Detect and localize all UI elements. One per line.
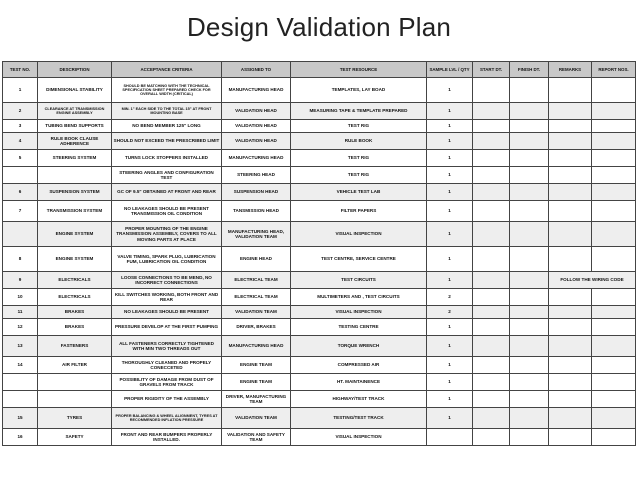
criteria-cell: ALL FASTENERS CORRECTLY TIGHTENED WITH MIN TWO THREADS OUT bbox=[112, 336, 222, 357]
table-row bbox=[3, 247, 636, 272]
table-row bbox=[3, 133, 636, 150]
criteria-cell: SHOULD NOT EXCEED THE PRESCRIBED LIMIT bbox=[112, 133, 222, 150]
criteria-cell: VALVE TIMING, SPARK PLUG, LUBRICATION FUM, LUBRICATION OIL CONDITION bbox=[112, 247, 222, 272]
table-row bbox=[3, 120, 636, 133]
qty-cell: 1 bbox=[427, 319, 473, 336]
criteria-cell: POSSIBILITY OF DAMAGE FROM DUST OF GRAVELS FROM TRACK bbox=[112, 374, 222, 391]
test-no-cell: 10 bbox=[3, 289, 38, 306]
finish-date-cell bbox=[510, 272, 549, 289]
finish-date-cell bbox=[510, 306, 549, 319]
start-date-cell bbox=[473, 408, 510, 429]
column-header-acceptance-criteria: ACCEPTANCE CRITERIA bbox=[112, 62, 222, 78]
assigned-cell: VALIDATION HEAD bbox=[222, 120, 291, 133]
remarks-cell bbox=[549, 247, 592, 272]
assigned-cell: STEERING HEAD bbox=[222, 167, 291, 184]
test-no-cell: 16 bbox=[3, 429, 38, 446]
assigned-cell: ELECTRICAL TEAM bbox=[222, 289, 291, 306]
report-nos-cell bbox=[592, 391, 636, 408]
criteria-cell: FRONT AND REAR BUMPERS PROPERLY INSTALLED. bbox=[112, 429, 222, 446]
qty-cell: 1 bbox=[427, 201, 473, 222]
description-cell: TYRES bbox=[38, 408, 112, 429]
start-date-cell bbox=[473, 201, 510, 222]
start-date-cell bbox=[473, 133, 510, 150]
assigned-cell: ELECTRICAL TEAM bbox=[222, 272, 291, 289]
start-date-cell bbox=[473, 319, 510, 336]
resource-cell: MEASURING TAPE & TEMPLATE PREPARED bbox=[291, 103, 427, 120]
description-cell: BRAKES bbox=[38, 319, 112, 336]
test-no-cell bbox=[3, 391, 38, 408]
table-row bbox=[3, 167, 636, 184]
finish-date-cell bbox=[510, 120, 549, 133]
table-row bbox=[3, 150, 636, 167]
remarks-cell bbox=[549, 336, 592, 357]
finish-date-cell bbox=[510, 201, 549, 222]
description-cell: SAFETY bbox=[38, 429, 112, 446]
report-nos-cell bbox=[592, 247, 636, 272]
remarks-cell bbox=[549, 319, 592, 336]
start-date-cell bbox=[473, 336, 510, 357]
criteria-cell: NO LEAKAGES SHOULD BE PRESENT TRANSMISSION OIL CONDITION bbox=[112, 201, 222, 222]
finish-date-cell bbox=[510, 289, 549, 306]
test-no-cell bbox=[3, 167, 38, 184]
resource-cell: COMPRESSED AIR bbox=[291, 357, 427, 374]
description-cell: CLEARANCE AT TRANSMISSION ENGINE ASSEMBLY bbox=[38, 103, 112, 120]
remarks-cell bbox=[549, 429, 592, 446]
description-cell: SUSPENSION SYSTEM bbox=[38, 184, 112, 201]
assigned-cell: DRIVER, BRAKES bbox=[222, 319, 291, 336]
remarks-cell bbox=[549, 78, 592, 103]
column-header-remarks: REMARKS bbox=[549, 62, 592, 78]
report-nos-cell bbox=[592, 357, 636, 374]
table-row bbox=[3, 306, 636, 319]
remarks-cell bbox=[549, 391, 592, 408]
report-nos-cell bbox=[592, 336, 636, 357]
qty-cell: 1 bbox=[427, 150, 473, 167]
criteria-cell: STEERING ANGLES AND CONFIGURATION TEST bbox=[112, 167, 222, 184]
remarks-cell bbox=[549, 201, 592, 222]
assigned-cell: ENGINE TEAM bbox=[222, 357, 291, 374]
qty-cell: 1 bbox=[427, 247, 473, 272]
column-header-report-nos: REPORT NOS. bbox=[592, 62, 636, 78]
table-row bbox=[3, 374, 636, 391]
start-date-cell bbox=[473, 272, 510, 289]
test-no-cell: 1 bbox=[3, 78, 38, 103]
finish-date-cell bbox=[510, 222, 549, 247]
description-cell: ELECTRICALS bbox=[38, 289, 112, 306]
description-cell: STEERING SYSTEM bbox=[38, 150, 112, 167]
report-nos-cell bbox=[592, 167, 636, 184]
test-no-cell bbox=[3, 374, 38, 391]
qty-cell: 2 bbox=[427, 306, 473, 319]
resource-cell: TEST RIG bbox=[291, 150, 427, 167]
report-nos-cell bbox=[592, 319, 636, 336]
criteria-cell: MIN. 1" EACH SIDE TO THE TOTAL 15" AT FRONT MOUNTING BASE bbox=[112, 103, 222, 120]
qty-cell: 1 bbox=[427, 120, 473, 133]
column-header-description: DESCRIPTION bbox=[38, 62, 112, 78]
test-no-cell: 2 bbox=[3, 103, 38, 120]
table-row bbox=[3, 201, 636, 222]
resource-cell: VISUAL INSPECTION bbox=[291, 429, 427, 446]
resource-cell: TEMPLATES, LAY BOAD bbox=[291, 78, 427, 103]
description-cell: DIMENSIONAL STABILITY bbox=[38, 78, 112, 103]
finish-date-cell bbox=[510, 319, 549, 336]
column-header-sample-qty: SAMPLE LVL / QTY bbox=[427, 62, 473, 78]
description-cell bbox=[38, 374, 112, 391]
validation-plan-table bbox=[2, 61, 636, 446]
start-date-cell bbox=[473, 167, 510, 184]
criteria-cell: PRESSURE DEVELOP AT THE FIRST PUMPING bbox=[112, 319, 222, 336]
finish-date-cell bbox=[510, 391, 549, 408]
resource-cell: VEHICLE TEST LAB bbox=[291, 184, 427, 201]
finish-date-cell bbox=[510, 184, 549, 201]
criteria-cell: SHOULD BE MATCHING WITH THE TECHNICAL SPECIFICATION SHEET PREPARED CHECK FOR OVERALL WIDTH (CRITICAL) bbox=[112, 78, 222, 103]
assigned-cell: VALIDATION TEAM bbox=[222, 306, 291, 319]
criteria-cell: PROPER MOUNTING OF THE ENGINE TRANSMISSION ASSEMBLY, COVERS TO ALL MOVING PARTS AT PLACE bbox=[112, 222, 222, 247]
header-row bbox=[3, 62, 636, 78]
assigned-cell: SUSPENSION HEAD bbox=[222, 184, 291, 201]
resource-cell: TESTING CENTRE bbox=[291, 319, 427, 336]
description-cell bbox=[38, 391, 112, 408]
description-cell: ENGINE SYSTEM bbox=[38, 247, 112, 272]
assigned-cell: DRIVER, MANUFACTURING TEAM bbox=[222, 391, 291, 408]
report-nos-cell bbox=[592, 120, 636, 133]
test-no-cell: 9 bbox=[3, 272, 38, 289]
resource-cell: MULTIMETERS AND , TEST CIRCUITS bbox=[291, 289, 427, 306]
assigned-cell: VALIDATION AND SAFETY TEAM bbox=[222, 429, 291, 446]
report-nos-cell bbox=[592, 374, 636, 391]
column-header-finish-date: FINISH DT. bbox=[510, 62, 549, 78]
finish-date-cell bbox=[510, 374, 549, 391]
assigned-cell: ENGINE HEAD bbox=[222, 247, 291, 272]
column-header-start-date: START DT. bbox=[473, 62, 510, 78]
start-date-cell bbox=[473, 306, 510, 319]
report-nos-cell bbox=[592, 408, 636, 429]
finish-date-cell bbox=[510, 357, 549, 374]
table-row bbox=[3, 222, 636, 247]
remarks-cell bbox=[549, 120, 592, 133]
report-nos-cell bbox=[592, 103, 636, 120]
qty-cell: 1 bbox=[427, 408, 473, 429]
report-nos-cell bbox=[592, 222, 636, 247]
qty-cell: 1 bbox=[427, 103, 473, 120]
test-no-cell: 5 bbox=[3, 150, 38, 167]
test-no-cell: 6 bbox=[3, 184, 38, 201]
description-cell: TUBING BEND SUPPORTS bbox=[38, 120, 112, 133]
start-date-cell bbox=[473, 391, 510, 408]
qty-cell: 1 bbox=[427, 184, 473, 201]
criteria-cell: NO LEAKAGES SHOULD BE PRESENT bbox=[112, 306, 222, 319]
table-row bbox=[3, 289, 636, 306]
table-row bbox=[3, 336, 636, 357]
assigned-cell: TANSMISSION HEAD bbox=[222, 201, 291, 222]
report-nos-cell bbox=[592, 306, 636, 319]
test-no-cell: 7 bbox=[3, 201, 38, 222]
table-row bbox=[3, 319, 636, 336]
finish-date-cell bbox=[510, 78, 549, 103]
report-nos-cell bbox=[592, 289, 636, 306]
criteria-cell: PROPER BALANCING & WHEEL ALIGNMENT, TYRES AT RECOMMENDED INFLATION PRESSURE bbox=[112, 408, 222, 429]
start-date-cell bbox=[473, 429, 510, 446]
criteria-cell: PROPER RIGIDITY OF THE ASSEMBLY bbox=[112, 391, 222, 408]
table-row bbox=[3, 103, 636, 120]
remarks-cell bbox=[549, 150, 592, 167]
qty-cell: 1 bbox=[427, 357, 473, 374]
page-title: Design Validation Plan bbox=[186, 12, 452, 42]
description-cell: RULE BOOK CLAUSE ADHERENCE bbox=[38, 133, 112, 150]
criteria-cell: TURNS LOCK STOPPERS INSTALLED bbox=[112, 150, 222, 167]
report-nos-cell bbox=[592, 184, 636, 201]
remarks-cell bbox=[549, 103, 592, 120]
resource-cell: TORQUE WRENCH bbox=[291, 336, 427, 357]
column-header-test-no: TEST NO. bbox=[3, 62, 38, 78]
description-cell: BRAKES bbox=[38, 306, 112, 319]
finish-date-cell bbox=[510, 133, 549, 150]
start-date-cell bbox=[473, 247, 510, 272]
test-no-cell: 15 bbox=[3, 408, 38, 429]
report-nos-cell bbox=[592, 78, 636, 103]
finish-date-cell bbox=[510, 150, 549, 167]
remarks-cell bbox=[549, 306, 592, 319]
assigned-cell: MANUFACTURING HEAD bbox=[222, 336, 291, 357]
remarks-cell bbox=[549, 222, 592, 247]
start-date-cell bbox=[473, 289, 510, 306]
assigned-cell: VALIDATION TEAM bbox=[222, 408, 291, 429]
description-cell: ENGINE SYSTEM bbox=[38, 222, 112, 247]
criteria-cell: KILL SWITCHES WORKING, BOTH FRONT AND REAR bbox=[112, 289, 222, 306]
assigned-cell: ENGINE TEAM bbox=[222, 374, 291, 391]
start-date-cell bbox=[473, 222, 510, 247]
resource-cell: TESTING/TEST TRACK bbox=[291, 408, 427, 429]
table-row bbox=[3, 78, 636, 103]
test-no-cell: 11 bbox=[3, 306, 38, 319]
remarks-cell bbox=[549, 184, 592, 201]
description-cell: AIR FILTER bbox=[38, 357, 112, 374]
assigned-cell: MANUFACTURING HEAD bbox=[222, 150, 291, 167]
finish-date-cell bbox=[510, 247, 549, 272]
column-header-test-resource: TEST RESOURCE bbox=[291, 62, 427, 78]
finish-date-cell bbox=[510, 429, 549, 446]
resource-cell: VISUAL INSPECTION bbox=[291, 222, 427, 247]
table-row bbox=[3, 408, 636, 429]
remarks-cell: FOLLOW THE WIRING CODE bbox=[549, 272, 636, 289]
test-no-cell: 3 bbox=[3, 120, 38, 133]
table-row bbox=[3, 357, 636, 374]
finish-date-cell bbox=[510, 408, 549, 429]
resource-cell: HIGHWAY/TEST TRACK bbox=[291, 391, 427, 408]
table-row bbox=[3, 184, 636, 201]
remarks-cell bbox=[549, 374, 592, 391]
assigned-cell: MANUFACTURING HEAD, VALIDATION TEAM bbox=[222, 222, 291, 247]
qty-cell: 1 bbox=[427, 167, 473, 184]
report-nos-cell bbox=[592, 150, 636, 167]
qty-cell: 1 bbox=[427, 374, 473, 391]
remarks-cell bbox=[549, 357, 592, 374]
validation-plan-table-wrapper bbox=[2, 61, 635, 446]
report-nos-cell bbox=[592, 133, 636, 150]
assigned-cell: VALIDATION HEAD bbox=[222, 103, 291, 120]
description-cell: TRANSMISSION SYSTEM bbox=[38, 201, 112, 222]
criteria-cell: THOROUGHLY CLEANED AND PROPELY CONECCETED bbox=[112, 357, 222, 374]
test-no-cell bbox=[3, 222, 38, 247]
resource-cell: HT. MAINTAINENCE bbox=[291, 374, 427, 391]
test-no-cell: 8 bbox=[3, 247, 38, 272]
test-no-cell: 14 bbox=[3, 357, 38, 374]
start-date-cell bbox=[473, 120, 510, 133]
start-date-cell bbox=[473, 103, 510, 120]
qty-cell: 2 bbox=[427, 289, 473, 306]
test-no-cell: 13 bbox=[3, 336, 38, 357]
start-date-cell bbox=[473, 184, 510, 201]
qty-cell bbox=[427, 429, 473, 446]
criteria-cell: GC OF 9.5" OBTAINED AT FRONT AND REAR bbox=[112, 184, 222, 201]
resource-cell: VISUAL INSPECTION bbox=[291, 306, 427, 319]
assigned-cell: MANUFACTURING HEAD bbox=[222, 78, 291, 103]
column-header-assigned-to: ASSIGNED TO bbox=[222, 62, 291, 78]
description-cell: FASTENERS bbox=[38, 336, 112, 357]
qty-cell: 1 bbox=[427, 336, 473, 357]
description-cell bbox=[38, 167, 112, 184]
test-no-cell: 4 bbox=[3, 133, 38, 150]
qty-cell: 1 bbox=[427, 272, 473, 289]
report-nos-cell bbox=[592, 201, 636, 222]
resource-cell: TEST CIRCUITS bbox=[291, 272, 427, 289]
qty-cell: 1 bbox=[427, 391, 473, 408]
resource-cell: RULE BOOK bbox=[291, 133, 427, 150]
resource-cell: TEST CENTRE, SERVICE CENTRE bbox=[291, 247, 427, 272]
report-nos-cell bbox=[592, 429, 636, 446]
start-date-cell bbox=[473, 150, 510, 167]
table-row bbox=[3, 391, 636, 408]
start-date-cell bbox=[473, 78, 510, 103]
remarks-cell bbox=[549, 167, 592, 184]
finish-date-cell bbox=[510, 167, 549, 184]
remarks-cell bbox=[549, 289, 592, 306]
resource-cell: TEST RIG bbox=[291, 120, 427, 133]
qty-cell: 1 bbox=[427, 78, 473, 103]
qty-cell: 1 bbox=[427, 133, 473, 150]
criteria-cell: NO BEND MEMBER 125" LONG bbox=[112, 120, 222, 133]
finish-date-cell bbox=[510, 103, 549, 120]
criteria-cell: LOOSE CONNECTIONS TO BE MEND, NO INCORRECT CONNECTIONS bbox=[112, 272, 222, 289]
test-no-cell: 12 bbox=[3, 319, 38, 336]
table-row bbox=[3, 429, 636, 446]
description-cell: ELECTRICALS bbox=[38, 272, 112, 289]
resource-cell: TEST RIG bbox=[291, 167, 427, 184]
start-date-cell bbox=[473, 374, 510, 391]
remarks-cell bbox=[549, 133, 592, 150]
table-row bbox=[3, 272, 636, 289]
qty-cell: 1 bbox=[427, 222, 473, 247]
remarks-cell bbox=[549, 408, 592, 429]
assigned-cell: VALIDATION HEAD bbox=[222, 133, 291, 150]
resource-cell: FILTER PAPERS bbox=[291, 201, 427, 222]
start-date-cell bbox=[473, 357, 510, 374]
finish-date-cell bbox=[510, 336, 549, 357]
